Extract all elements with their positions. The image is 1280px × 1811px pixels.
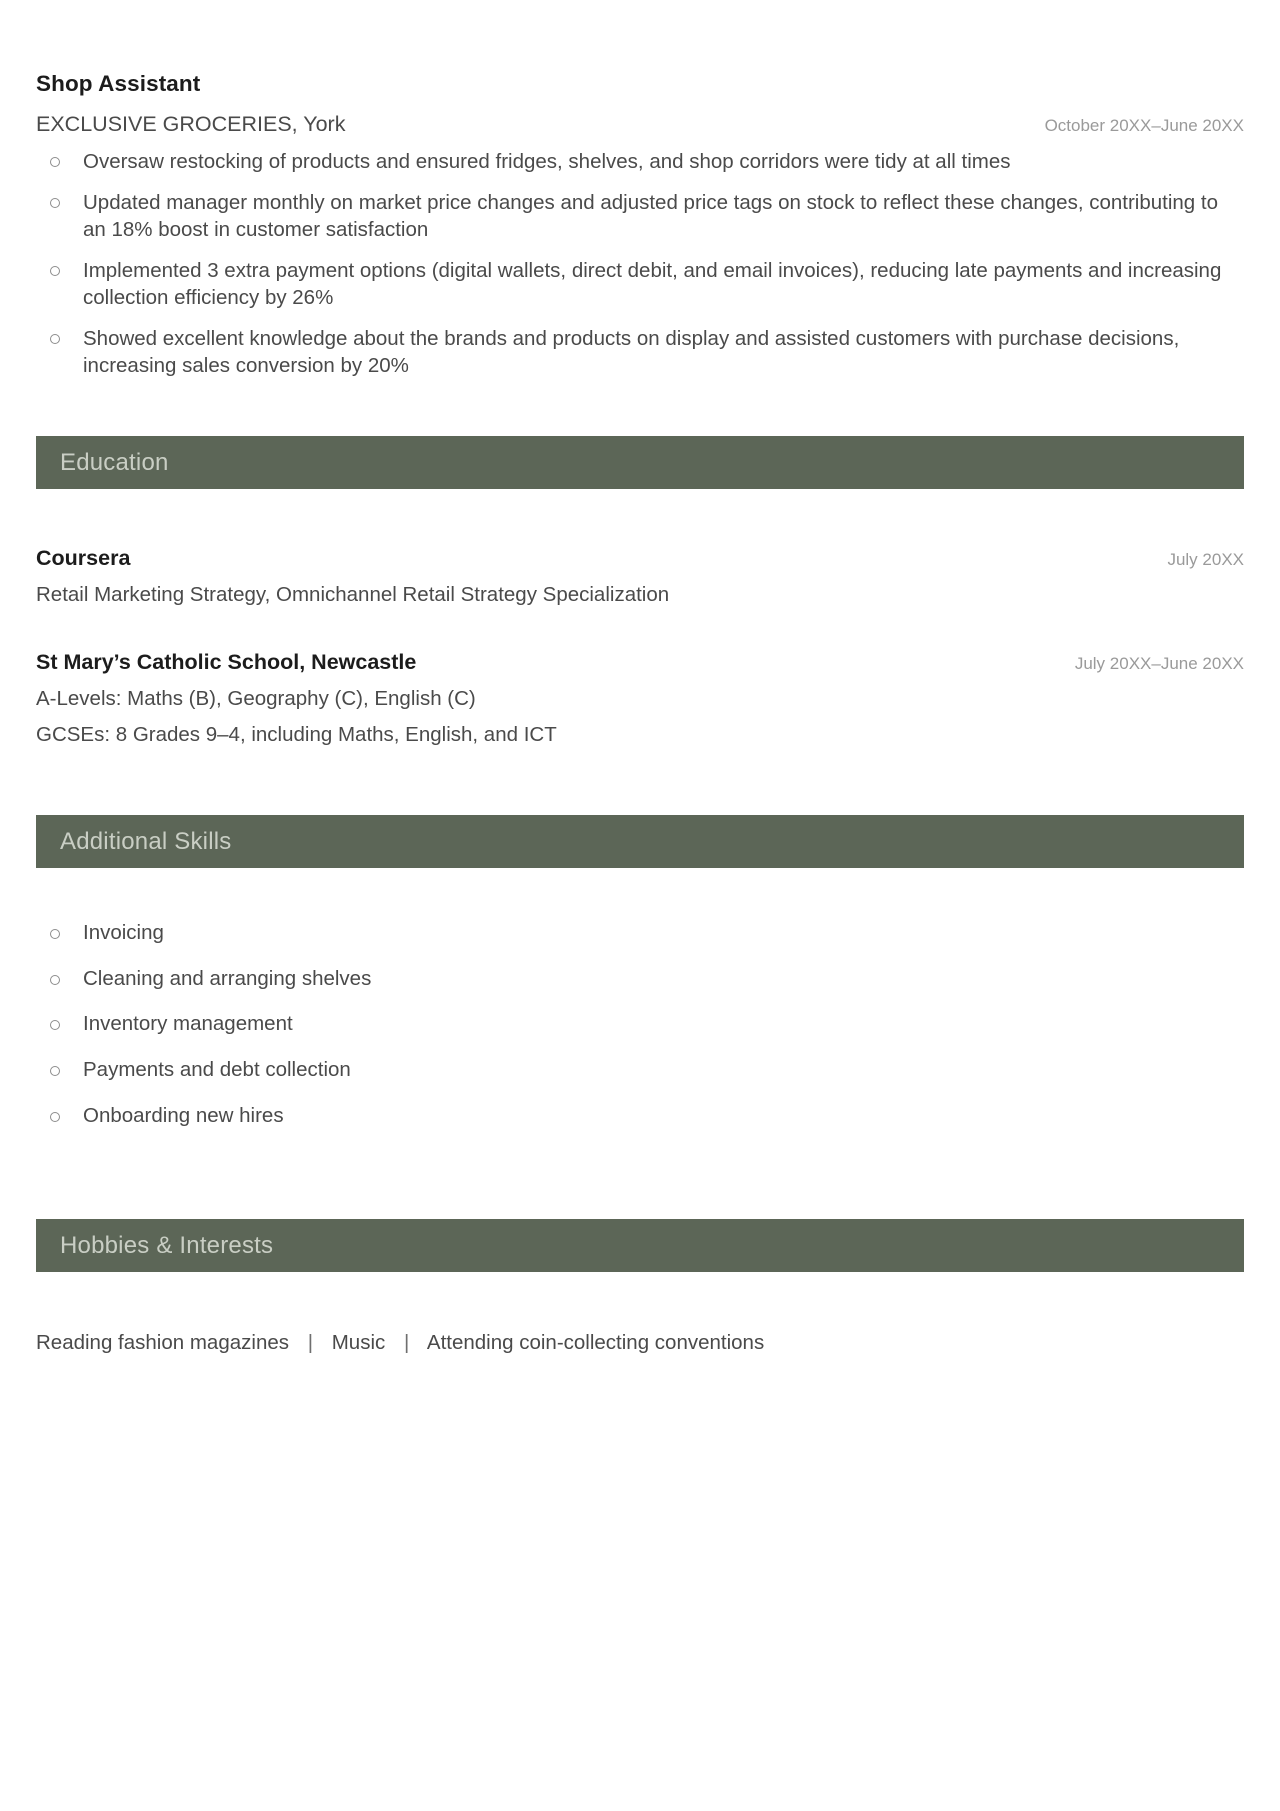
hobby-separator: | bbox=[403, 1331, 410, 1355]
bullet-text: Updated manager monthly on market price changes and adjusted price tags on stock to reflect these changes, contributing to an 18% boost in customer satisfaction bbox=[83, 190, 1218, 242]
education-section bbox=[36, 436, 1244, 749]
education-header-row bbox=[36, 649, 1244, 676]
skills-list-wrap bbox=[36, 868, 1244, 1129]
education-detail: GCSEs: 8 Grades 9–4, including Maths, English, and ICT bbox=[36, 723, 557, 747]
skills-list bbox=[36, 920, 1244, 1129]
circle-bullet-icon bbox=[50, 1112, 60, 1122]
education-entry bbox=[36, 609, 1244, 749]
section-title: Additional Skills bbox=[60, 827, 232, 855]
section-title: Hobbies & Interests bbox=[60, 1231, 274, 1259]
list-item bbox=[36, 966, 1244, 993]
bullet-text: Implemented 3 extra payment options (digital wallets, direct debit, and email invoices), reducing late payments and increasing collection efficiency by 26% bbox=[83, 259, 1222, 310]
list-item bbox=[36, 257, 1244, 311]
list-item bbox=[36, 1103, 1244, 1130]
list-item bbox=[36, 189, 1244, 243]
hobbies-line bbox=[36, 1330, 1244, 1357]
circle-bullet-icon bbox=[50, 929, 60, 939]
job-responsibility-list bbox=[36, 148, 1244, 379]
experience-entry bbox=[36, 0, 1244, 379]
hobbies-section bbox=[36, 1219, 1244, 1357]
bullet-text: Showed excellent knowledge about the brands and products on display and assisted customers with purchase decisions, increasing sales conversion by 20% bbox=[83, 327, 1180, 378]
circle-bullet-icon bbox=[50, 975, 60, 985]
hobbies-content bbox=[36, 1272, 1244, 1357]
circle-bullet-icon bbox=[50, 334, 60, 344]
education-date: July 20XX bbox=[1167, 550, 1244, 570]
list-item bbox=[36, 325, 1244, 379]
circle-bullet-icon bbox=[50, 266, 60, 276]
section-title: Education bbox=[60, 448, 169, 476]
education-date: July 20XX–June 20XX bbox=[1074, 653, 1244, 673]
job-title: Shop Assistant bbox=[36, 71, 201, 96]
circle-bullet-icon bbox=[50, 157, 60, 167]
education-entry bbox=[36, 489, 1244, 609]
section-band-education bbox=[36, 436, 1244, 489]
circle-bullet-icon bbox=[50, 1066, 60, 1076]
bullet-text: Oversaw restocking of products and ensured fridges, shelves, and shop corridors were tidy at all times bbox=[83, 149, 1011, 173]
skill-text: Invoicing bbox=[83, 921, 164, 945]
circle-bullet-icon bbox=[50, 198, 60, 208]
education-header-row bbox=[36, 545, 1244, 572]
skill-text: Payments and debt collection bbox=[83, 1057, 351, 1081]
list-item bbox=[36, 1057, 1244, 1084]
education-detail: A-Levels: Maths (B), Geography (C), English (C) bbox=[36, 686, 476, 710]
list-item bbox=[36, 148, 1244, 175]
list-item bbox=[36, 1011, 1244, 1038]
school-name: St Mary’s Catholic School, Newcastle bbox=[36, 649, 417, 674]
section-band-skills bbox=[36, 815, 1244, 868]
school-name: Coursera bbox=[36, 546, 131, 571]
skills-section bbox=[36, 815, 1244, 1129]
skill-text: Cleaning and arranging shelves bbox=[83, 966, 372, 990]
hobby-item: Attending coin-collecting conventions bbox=[426, 1331, 765, 1355]
list-item bbox=[36, 920, 1244, 947]
job-meta-row bbox=[36, 112, 1244, 138]
skill-text: Inventory management bbox=[83, 1012, 293, 1036]
job-date-range: October 20XX–June 20XX bbox=[1044, 116, 1244, 136]
company-name: EXCLUSIVE GROCERIES, York bbox=[36, 112, 346, 137]
skill-text: Onboarding new hires bbox=[83, 1103, 284, 1127]
education-detail: Retail Marketing Strategy, Omnichannel Retail Strategy Specialization bbox=[36, 583, 670, 607]
hobby-item: Music bbox=[331, 1331, 386, 1355]
circle-bullet-icon bbox=[50, 1020, 60, 1030]
hobby-separator: | bbox=[307, 1331, 314, 1355]
section-band-hobbies bbox=[36, 1219, 1244, 1272]
hobby-item: Reading fashion magazines bbox=[36, 1331, 289, 1355]
